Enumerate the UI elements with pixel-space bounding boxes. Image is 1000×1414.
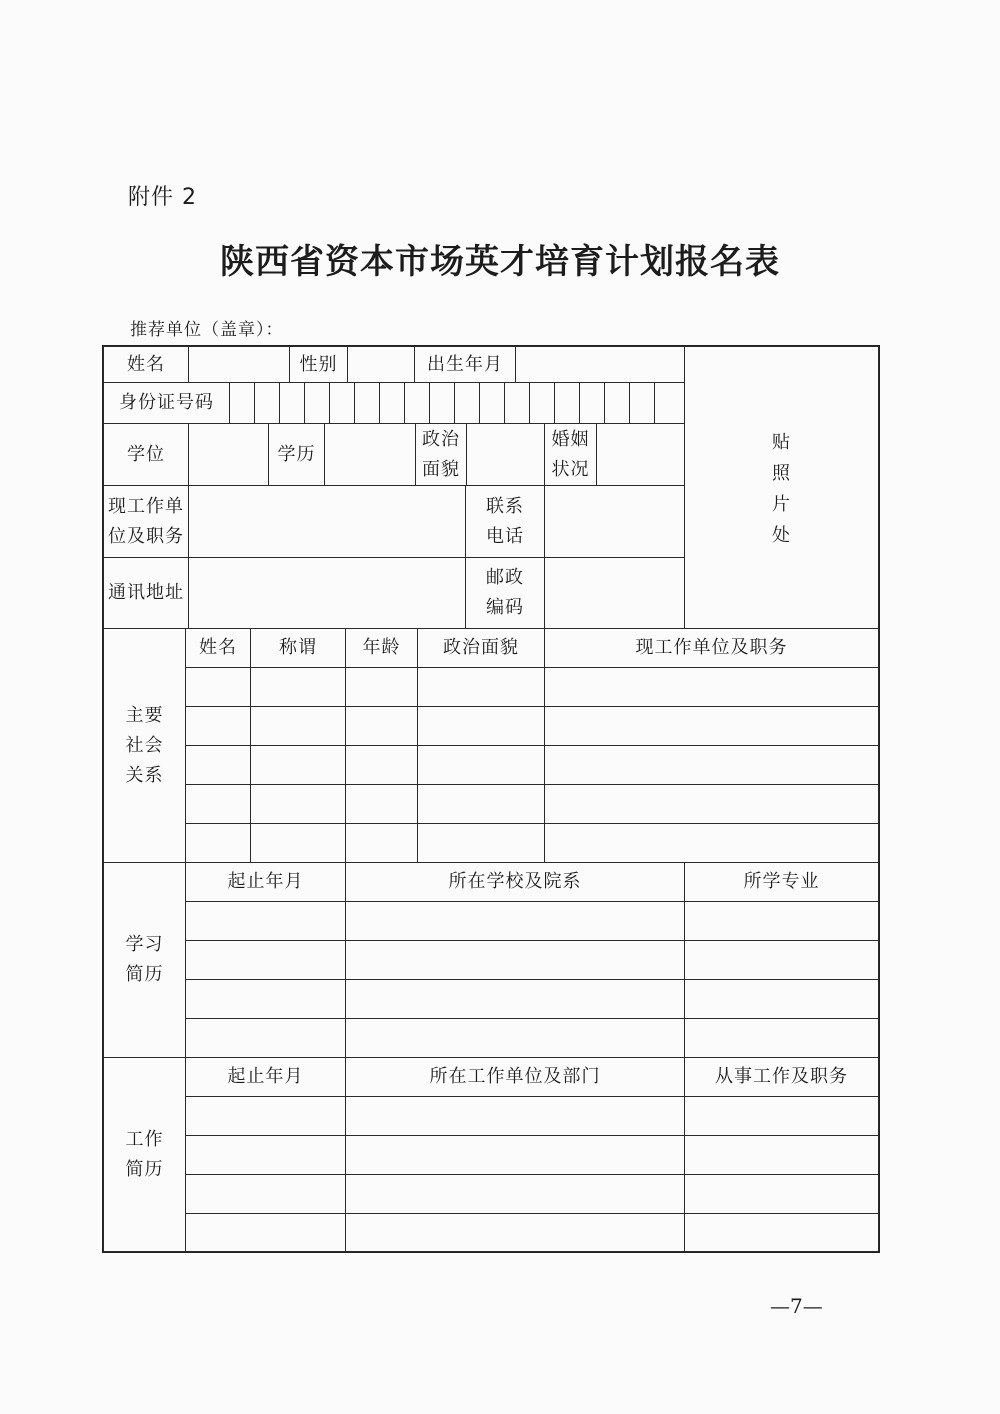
political-status-field[interactable] [466,423,545,486]
id-digit-box[interactable] [604,382,630,424]
id-digit-box[interactable] [479,382,505,424]
social-cell[interactable] [185,706,251,746]
address-field[interactable] [188,557,466,629]
postcode-label: 邮政 编码 [465,557,545,629]
study-cell[interactable] [684,901,879,941]
work-cell[interactable] [185,1096,346,1136]
social-cell[interactable] [544,667,879,707]
name-label: 姓名 [103,346,189,383]
social-cell[interactable] [417,745,545,785]
social-cell[interactable] [544,784,879,824]
work-cell[interactable] [684,1174,879,1214]
social-cell[interactable] [185,745,251,785]
social-cell[interactable] [417,667,545,707]
social-cell[interactable] [417,784,545,824]
social-cell[interactable] [417,706,545,746]
id-digit-box[interactable] [429,382,455,424]
work-cell[interactable] [345,1174,685,1214]
marital-status-field[interactable] [596,423,685,486]
study-cell[interactable] [185,979,346,1019]
work-cell[interactable] [185,1174,346,1214]
work-col-period: 起止年月 [185,1057,346,1097]
social-col-age: 年龄 [345,628,418,668]
education-label: 学历 [268,423,325,486]
education-field[interactable] [324,423,416,486]
study-cell[interactable] [684,979,879,1019]
social-cell[interactable] [250,823,346,863]
social-cell[interactable] [544,745,879,785]
social-cell[interactable] [250,745,346,785]
gender-field[interactable] [347,346,415,383]
social-cell[interactable] [185,784,251,824]
birth-label: 出生年月 [414,346,516,383]
social-cell[interactable] [345,784,418,824]
id-digit-box[interactable] [329,382,355,424]
social-col-relation: 称谓 [250,628,346,668]
work-cell[interactable] [684,1135,879,1175]
work-cell[interactable] [345,1096,685,1136]
study-cell[interactable] [345,940,685,980]
social-col-political: 政治面貌 [417,628,545,668]
address-label: 通讯地址 [103,557,189,629]
phone-field[interactable] [544,485,685,558]
id-digit-box[interactable] [629,382,655,424]
id-digit-box[interactable] [579,382,605,424]
social-cell[interactable] [544,823,879,863]
gender-label: 性别 [289,346,348,383]
social-cell[interactable] [185,667,251,707]
social-cell[interactable] [250,784,346,824]
social-cell[interactable] [345,667,418,707]
id-digit-box[interactable] [504,382,530,424]
work-cell[interactable] [345,1135,685,1175]
degree-field[interactable] [188,423,269,486]
social-cell[interactable] [250,667,346,707]
work-cell[interactable] [345,1213,685,1252]
id-digit-box[interactable] [254,382,280,424]
study-col-school: 所在学校及院系 [345,862,685,902]
marital-status-label: 婚姻 状况 [544,423,597,486]
id-number-label: 身份证号码 [103,382,230,424]
postcode-field[interactable] [544,557,685,629]
study-cell[interactable] [185,1018,346,1058]
work-cell[interactable] [684,1096,879,1136]
work-unit-label: 现工作单 位及职务 [103,485,189,558]
social-cell[interactable] [417,823,545,863]
study-cell[interactable] [345,1018,685,1058]
study-col-period: 起止年月 [185,862,346,902]
work-col-unit: 所在工作单位及部门 [345,1057,685,1097]
social-cell[interactable] [250,706,346,746]
phone-label: 联系 电话 [465,485,545,558]
id-digit-box[interactable] [304,382,330,424]
photo-area[interactable]: 贴 照 片 处 [684,346,879,629]
study-history-label: 学习 简历 [103,862,186,1058]
social-cell[interactable] [345,823,418,863]
attachment-label: 附件 2 [128,185,197,210]
birth-field[interactable] [515,346,685,383]
work-history-label: 工作 简历 [103,1057,186,1252]
id-digit-box[interactable] [379,382,405,424]
work-unit-field[interactable] [188,485,466,558]
study-cell[interactable] [185,940,346,980]
work-cell[interactable] [185,1135,346,1175]
study-col-major: 所学专业 [684,862,879,902]
page-number: —7— [770,1294,823,1318]
work-cell[interactable] [185,1213,346,1252]
work-cell[interactable] [684,1213,879,1252]
social-cell[interactable] [345,745,418,785]
study-cell[interactable] [345,901,685,941]
social-cell[interactable] [345,706,418,746]
id-digit-box[interactable] [229,382,255,424]
political-status-label: 政治 面貌 [415,423,467,486]
social-col-work-unit: 现工作单位及职务 [544,628,879,668]
id-digit-box[interactable] [554,382,580,424]
social-cell[interactable] [185,823,251,863]
name-field[interactable] [188,346,290,383]
id-digit-box[interactable] [654,382,685,424]
study-cell[interactable] [345,979,685,1019]
study-cell[interactable] [684,940,879,980]
study-cell[interactable] [684,1018,879,1058]
id-digit-box[interactable] [404,382,430,424]
study-cell[interactable] [185,901,346,941]
id-digit-box[interactable] [529,382,555,424]
social-cell[interactable] [544,706,879,746]
degree-label: 学位 [103,423,189,486]
form-title: 陕西省资本市场英才培育计划报名表 [220,242,780,282]
social-relations-label: 主要 社会 关系 [103,628,186,863]
id-digit-box[interactable] [354,382,380,424]
work-col-position: 从事工作及职务 [684,1057,879,1097]
id-digit-box[interactable] [279,382,305,424]
id-digit-box[interactable] [454,382,480,424]
social-col-name: 姓名 [185,628,251,668]
recommending-unit-label: 推荐单位（盖章）： [130,320,284,340]
